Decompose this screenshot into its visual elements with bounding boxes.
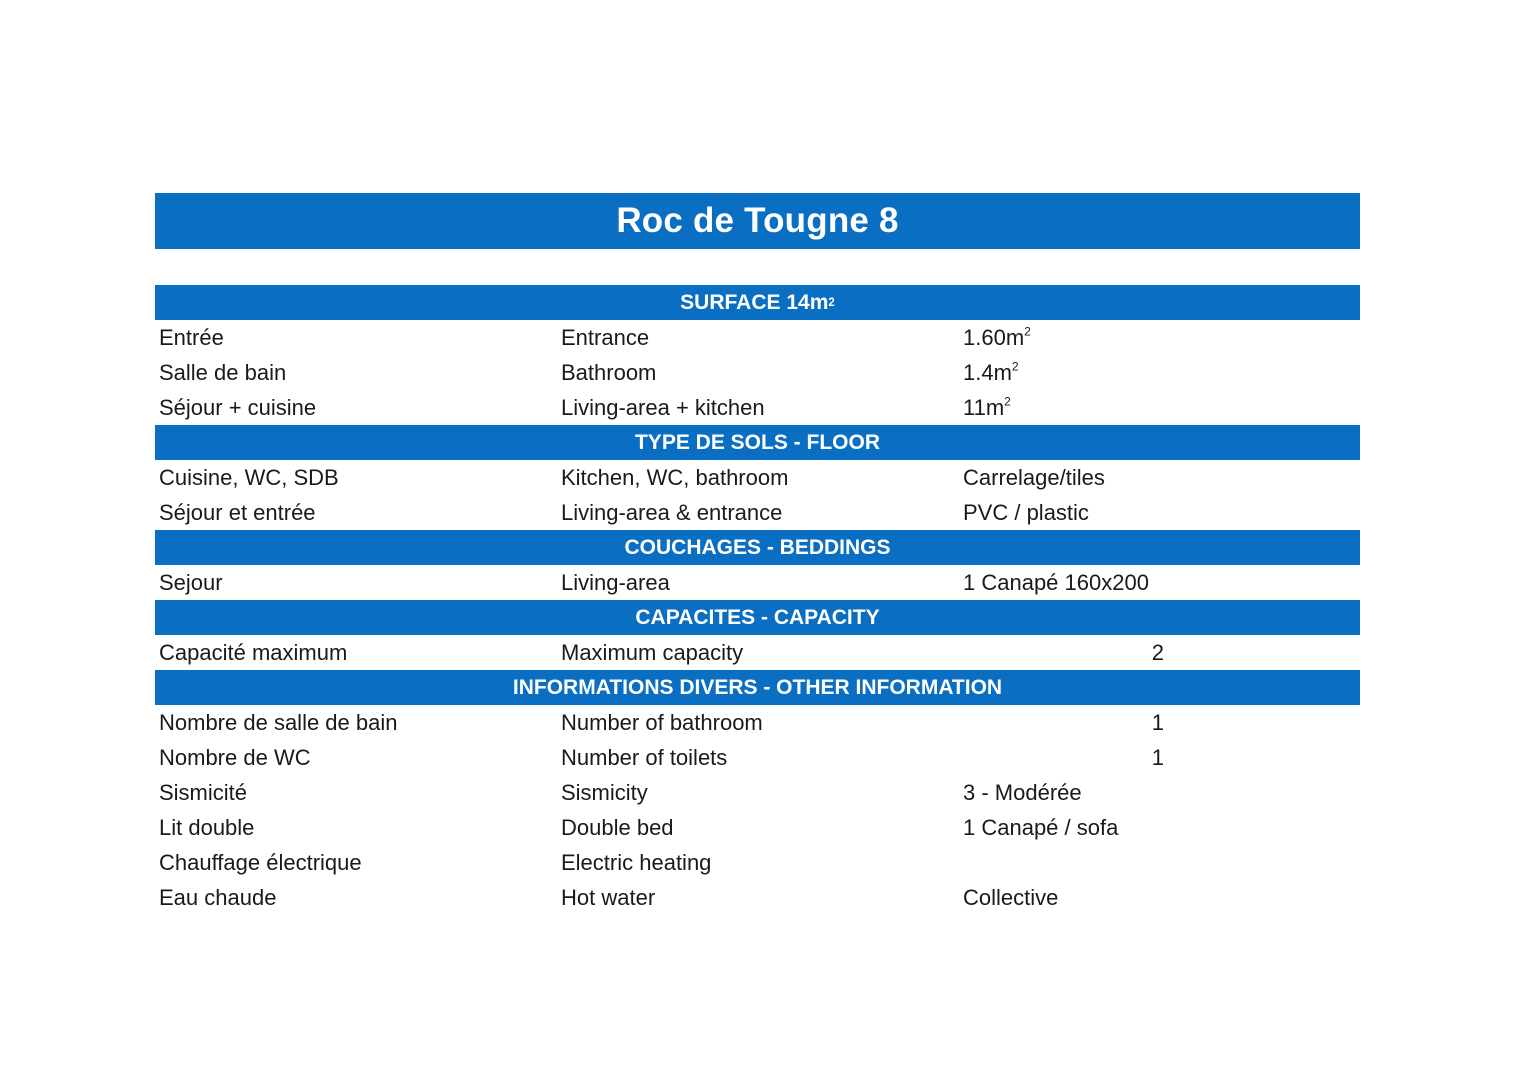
table-row <box>155 495 1360 530</box>
label-fr: Chauffage électrique <box>159 849 362 875</box>
table-row <box>155 740 1360 775</box>
table-row <box>155 775 1360 810</box>
table-row <box>155 565 1360 600</box>
value-text: 1.4m <box>963 359 1012 385</box>
value: 2 <box>1151 639 1164 665</box>
label-en: Maximum capacity <box>561 639 744 665</box>
label-fr: Eau chaude <box>159 884 277 910</box>
label-fr: Entrée <box>159 324 224 350</box>
label-en: Sismicity <box>561 779 648 805</box>
table-row <box>155 810 1360 845</box>
label-fr: Séjour et entrée <box>159 499 316 525</box>
table-row <box>155 845 1360 880</box>
info-table <box>155 285 1360 915</box>
section-heading-surface: SURFACE 14m 2 <box>155 285 1360 320</box>
value: PVC / plastic <box>963 499 1089 525</box>
label-en: Living-area <box>561 569 670 595</box>
label-en: Living-area + kitchen <box>561 394 765 420</box>
table-row <box>155 390 1360 425</box>
value: 1 <box>1151 709 1164 735</box>
value-text: 1.60m <box>963 324 1025 350</box>
label-en: Entrance <box>561 324 650 350</box>
value <box>959 360 1360 386</box>
label-en: Electric heating <box>561 849 712 875</box>
label-fr: Nombre de salle de bain <box>159 709 398 735</box>
label-fr: Séjour + cuisine <box>159 394 317 420</box>
section-heading-floor: TYPE DE SOLS - FLOOR <box>155 425 1360 460</box>
label-fr: Sejour <box>159 569 223 595</box>
label-en: Number of bathroom <box>561 709 763 735</box>
page-title: Roc de Tougne 8 <box>155 193 1360 249</box>
table-row <box>155 355 1360 390</box>
superscript: 2 <box>1024 323 1031 338</box>
label-fr: Nombre de WC <box>159 744 311 770</box>
label-en: Number of toilets <box>561 744 728 770</box>
value <box>959 395 1360 421</box>
label-en: Bathroom <box>561 359 657 385</box>
value-text: 11m <box>963 394 1005 420</box>
superscript: 2 <box>1011 358 1019 373</box>
value: Collective <box>963 884 1059 910</box>
label-fr: Cuisine, WC, SDB <box>159 464 339 490</box>
label-fr: Sismicité <box>159 779 248 805</box>
section-heading-beddings: COUCHAGES - BEDDINGS <box>155 530 1360 565</box>
label-en: Living-area & entrance <box>561 499 783 525</box>
section-heading-capacity: CAPACITES - CAPACITY <box>155 600 1360 635</box>
table-row <box>155 635 1360 670</box>
table-row <box>155 705 1360 740</box>
value: Carrelage/tiles <box>963 464 1105 490</box>
value: 3 - Modérée <box>963 779 1082 805</box>
label-en: Kitchen, WC, bathroom <box>561 464 789 490</box>
label-fr: Capacité maximum <box>159 639 348 665</box>
label-en: Hot water <box>561 884 656 910</box>
label-en: Double bed <box>561 814 674 840</box>
label-fr: Lit double <box>159 814 255 840</box>
section-heading-other: INFORMATIONS DIVERS - OTHER INFORMATION <box>155 670 1360 705</box>
table-row <box>155 460 1360 495</box>
section-heading-label: SURFACE 14m <box>680 290 829 314</box>
table-row <box>155 320 1360 355</box>
superscript: 2 <box>1004 393 1011 408</box>
value: 1 Canapé 160x200 <box>963 569 1149 595</box>
table-row <box>155 880 1360 915</box>
value: 1 <box>1151 744 1164 770</box>
value <box>959 325 1360 351</box>
label-fr: Salle de bain <box>159 359 287 385</box>
value: 1 Canapé / sofa <box>963 814 1119 840</box>
